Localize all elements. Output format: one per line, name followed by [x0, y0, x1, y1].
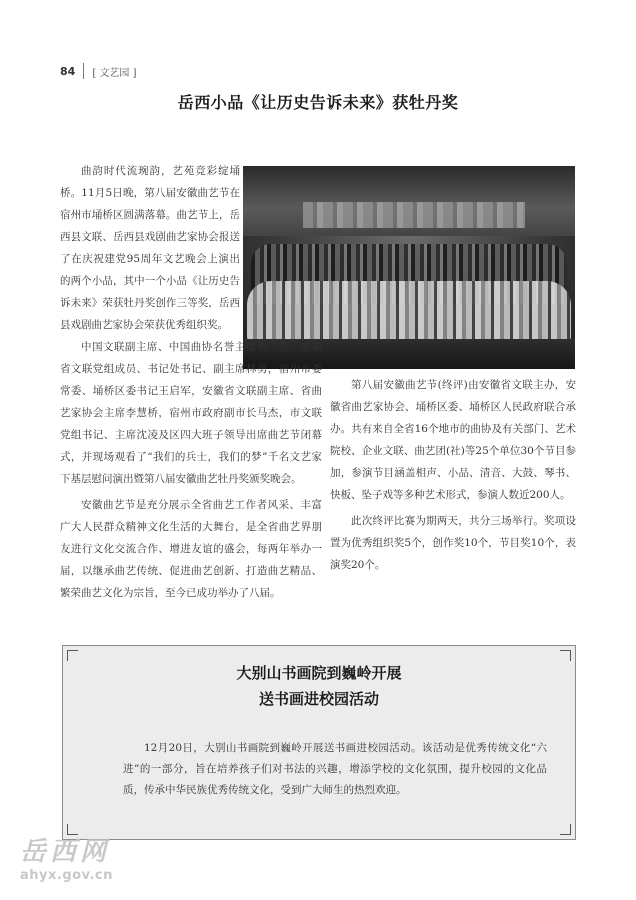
box-title-line: 大别山书画院到巍岭开展	[236, 664, 402, 682]
box-title-line: 送书画进校园活动	[258, 690, 379, 708]
photo-stage-banner	[303, 202, 525, 228]
page-header	[60, 62, 136, 80]
article-paragraph: 中国文联副主席、中国曲协名誉主席刘兰芳，安徽省文联党组成员、书记处书记、副主席林勇，宿州市委常委、埇桥区委书记王启军，安徽省文联副主席、省曲艺家协会主席李慧桥，宿州市政府副市长马杰，市文联党组书记、主席沈凌及区四大班子领导出席曲艺节闭幕式，并现场观看了“我们的兵士，我们的梦”千名文艺家下基层慰问演出暨第八届安徽曲艺牡丹奖颁奖晚会。	[60, 341, 322, 485]
section-label: [ 文艺园 ]	[92, 67, 137, 79]
article-column-top-left	[60, 160, 240, 340]
box-title	[63, 660, 575, 712]
page-number: 84	[60, 64, 76, 78]
box-text: 12月20日，大别山书画院到巍岭开展送书画进校园活动。该活动是优秀传统文化“六进”的一部分，旨在培养孩子们对书法的兴趣，增添学校的文化氛围，提升校园的文化品质，传承中华民族优秀传统文化，受到广大师生的热烈欢迎。	[123, 742, 547, 796]
news-box	[62, 645, 576, 840]
header-divider	[83, 63, 84, 79]
article-paragraph: 此次终评比赛为期两天，共分三场举行。奖项设置为优秀组织奖5个，创作奖10个，节目奖10个，表演奖20个。	[330, 515, 576, 571]
article-paragraph: 曲韵时代流琬韵，艺苑竞彩绽埇桥。11月5日晚，第八届安徽曲艺节在宿州市埇桥区圆满落幕。曲艺节上，岳西县文联、岳西县戏剧曲艺家协会报送了在庆祝建党95周年文艺晚会上演出的两个小品，其中一个小品《让历史告诉未来》荣获牡丹奖创作三等奖，岳西县戏剧曲艺家协会荣获优秀组织奖。	[60, 165, 240, 331]
site-logo: 岳西网	[20, 837, 111, 867]
article-column-right	[330, 374, 576, 580]
box-corner-ornament	[67, 824, 78, 835]
article-paragraph: 安徽曲艺节是充分展示全省曲艺工作者风采、丰富广大人民群众精神文化生活的大舞台，是全省曲艺界朋友进行文化交流合作、增进友谊的盛会，每两年举办一届，以继承曲艺传统、促进曲艺创新、打造曲艺精品、繁荣曲艺文化为宗旨，至今已成功举办了八届。	[60, 499, 322, 599]
box-corner-ornament	[560, 824, 571, 835]
article-paragraph: 第八届安徽曲艺节(终评)由安徽省文联主办，安徽省曲艺家协会、埇桥区委、埇桥区人民政府联合承办。共有来自全省16个地市的曲协及有关部门、艺术院校、企业文联、曲艺团(社)等25个单位30个节目参加，参演节目涵盖相声、小品、清音、大鼓、琴书、快板、坠子戏等多种艺术形式，参演人数近200人。	[330, 379, 576, 501]
site-url: ahyx.gov.cn	[20, 868, 113, 883]
photo-people-front-row	[247, 281, 571, 341]
article-title: 岳西小品《让历史告诉未来》获牡丹奖	[177, 93, 459, 112]
article-column-left	[60, 336, 322, 608]
